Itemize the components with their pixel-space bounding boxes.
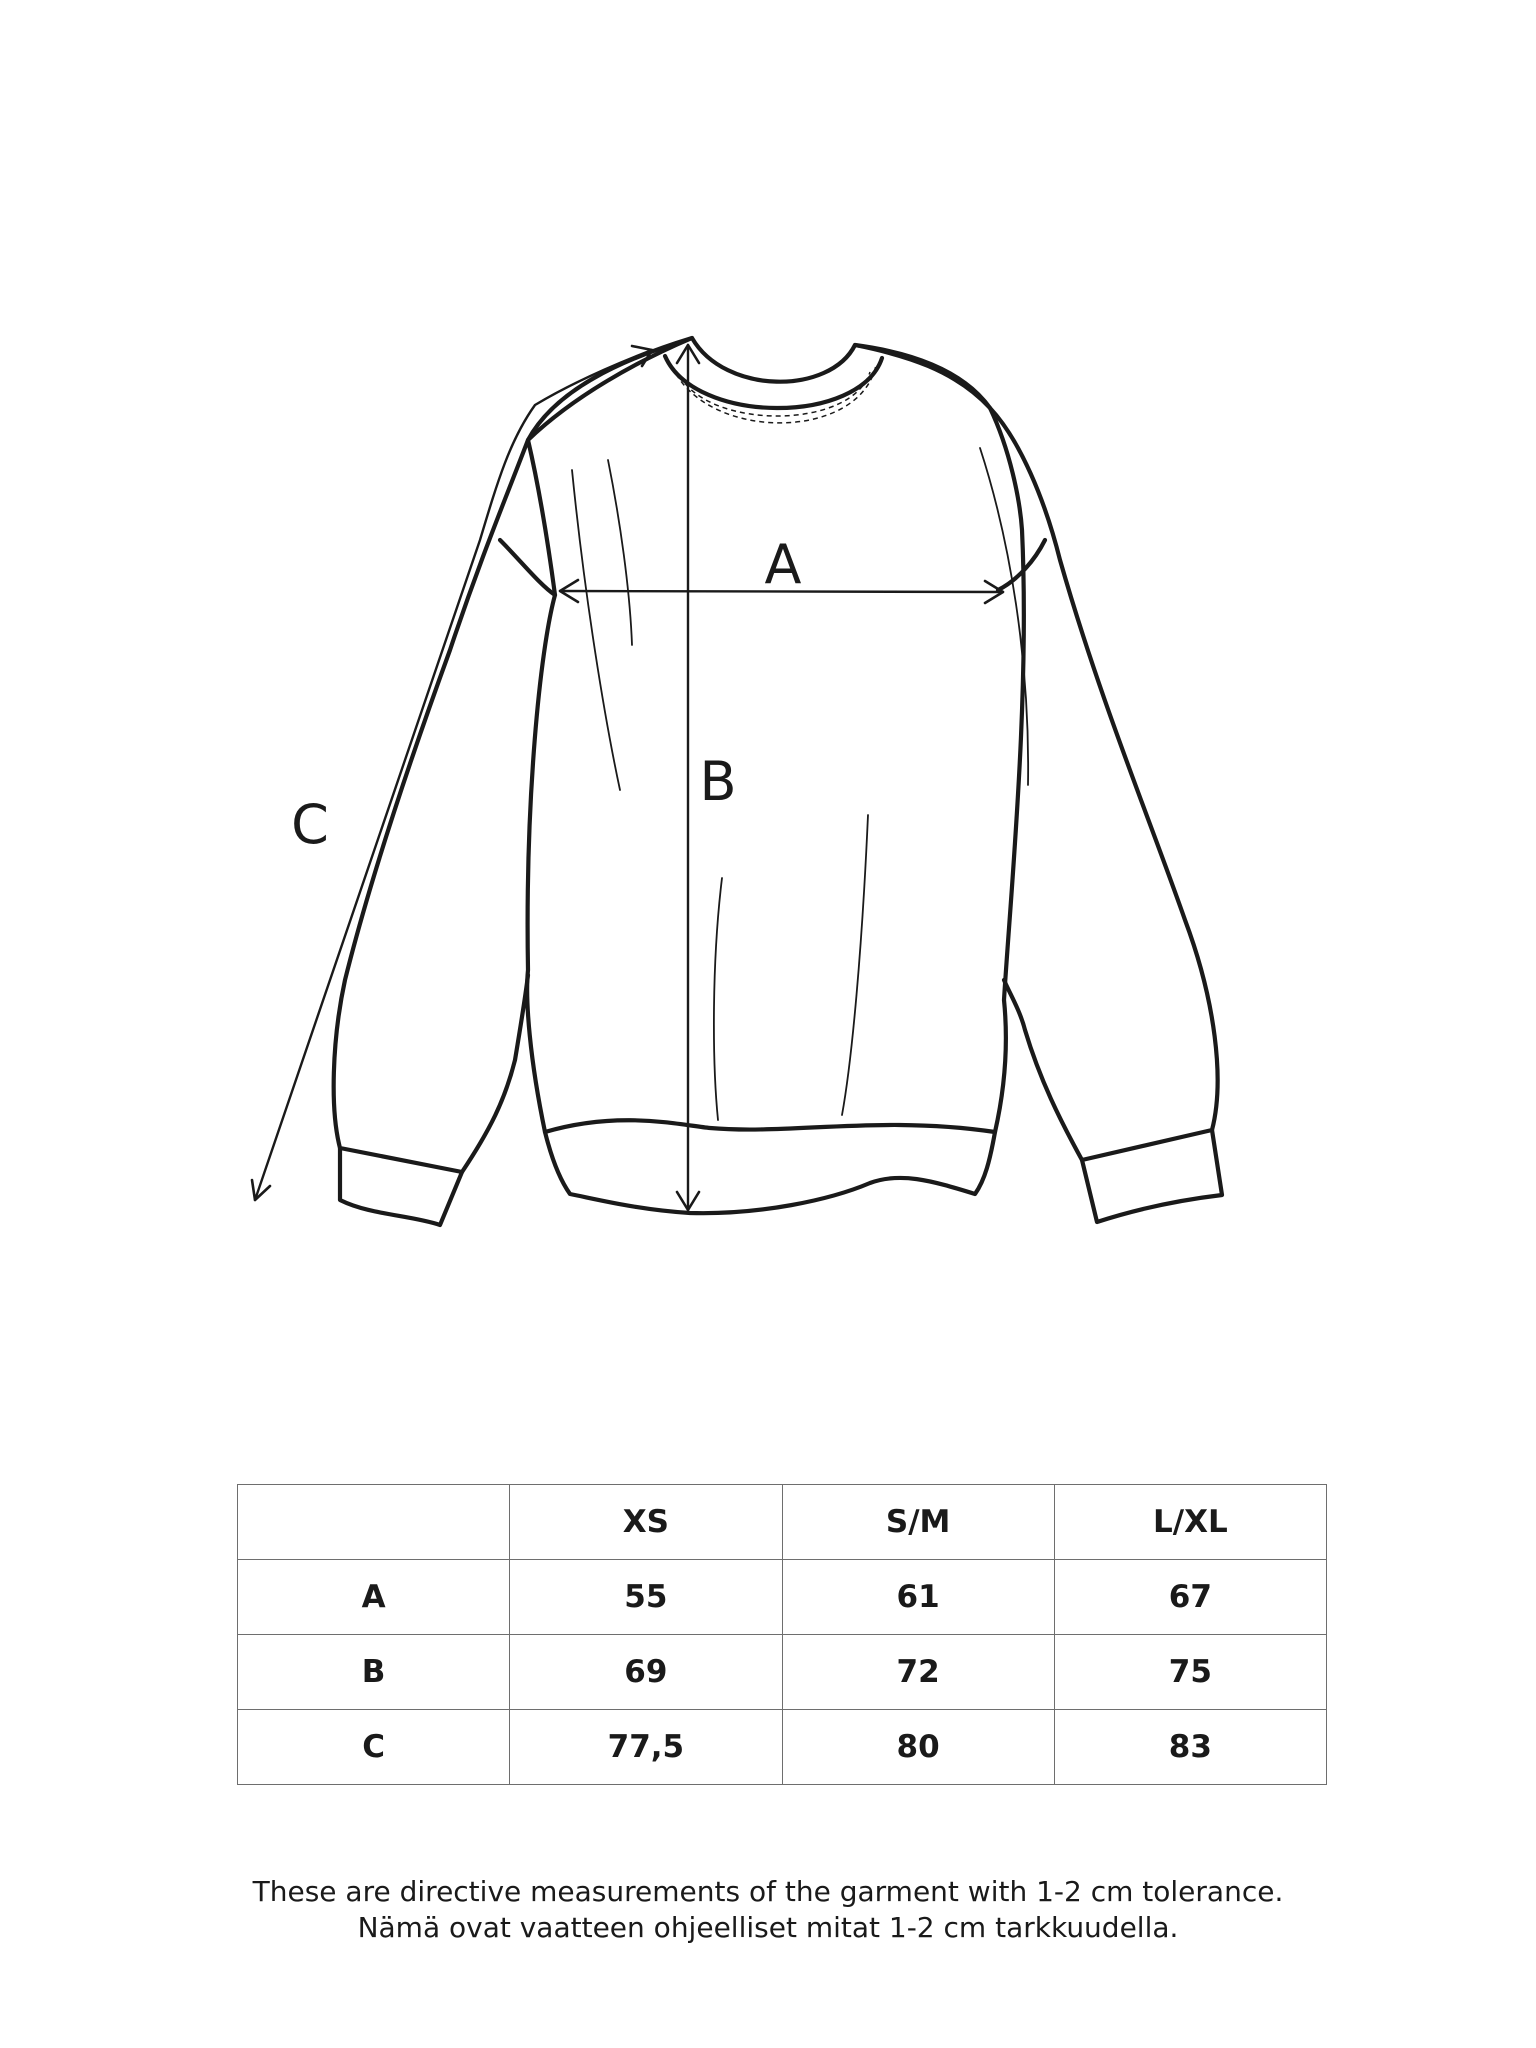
right-sleeve-outline: [855, 345, 1218, 1160]
sweatshirt-body-outline: [527, 338, 1024, 1213]
row-label-cell: C: [238, 1710, 510, 1785]
left-sleeve-outline: [334, 338, 692, 1172]
table-row: [238, 1635, 1327, 1710]
note-finnish: Nämä ovat vaatteen ohjeelliset mitat 1-2 cm tarkkuudella.: [357, 1911, 1179, 1944]
table-cell: 72: [782, 1635, 1054, 1710]
row-label-cell: A: [238, 1560, 510, 1635]
measurement-b: [677, 345, 737, 1210]
table-cell: 75: [1054, 1635, 1326, 1710]
size-table: [237, 1484, 1327, 1785]
measurement-notes: [0, 1874, 1536, 1946]
row-label-cell: B: [238, 1635, 510, 1710]
table-cell: 67: [1054, 1560, 1326, 1635]
measurement-b-label: B: [699, 750, 737, 813]
fold-line: [714, 878, 722, 1120]
fold-line: [572, 470, 620, 790]
table-cell: 80: [782, 1710, 1054, 1785]
table-header-cell: XS: [510, 1485, 782, 1560]
table-cell: 55: [510, 1560, 782, 1635]
table-cell: 69: [510, 1635, 782, 1710]
table-header-cell: [238, 1485, 510, 1560]
table-row: [238, 1560, 1327, 1635]
measurement-c-label: C: [291, 793, 329, 856]
table-cell: 77,5: [510, 1710, 782, 1785]
note-english: These are directive measurements of the garment with 1-2 cm tolerance.: [252, 1875, 1284, 1908]
sweatshirt-drawing: [334, 338, 1222, 1225]
table-header-cell: L/XL: [1054, 1485, 1326, 1560]
measurement-a-label: A: [764, 533, 802, 596]
table-cell: 83: [1054, 1710, 1326, 1785]
fold-line: [842, 815, 868, 1115]
table-header-row: [238, 1485, 1327, 1560]
measurement-c-arrow-line: [255, 350, 652, 1200]
measurement-c: [252, 346, 652, 1200]
table-row: [238, 1710, 1327, 1785]
table-header-cell: S/M: [782, 1485, 1054, 1560]
fold-line: [608, 460, 632, 645]
hem-rib-line: [545, 1120, 995, 1132]
table-cell: 61: [782, 1560, 1054, 1635]
